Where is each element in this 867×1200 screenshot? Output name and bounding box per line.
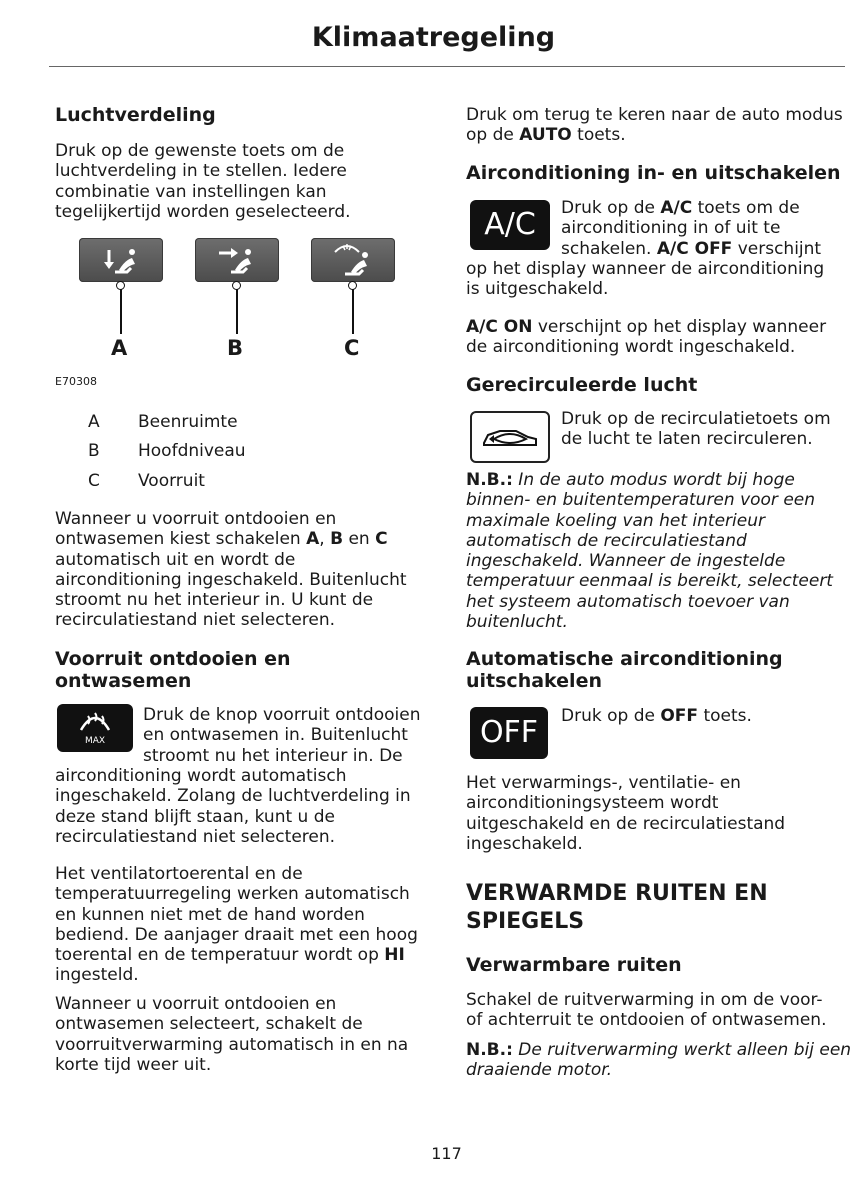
callout-line-b: [236, 286, 238, 334]
paragraph-ruitverwarming: Wanneer u voorruit ontdooien en ontwasemen selecteert, schakelt de voorruitverwarming automatisch in en na korte tijd weer uit.: [55, 994, 409, 1075]
paragraph-ac-on: A/C ON verschijnt op het display wanneer de airconditioning wordt ingeschakeld.: [466, 317, 827, 358]
callout-line-a: [120, 286, 122, 334]
windscreen-airflow-icon: [311, 238, 395, 282]
heading-recirculatie: Gerecirculeerde lucht: [466, 374, 698, 396]
legend-value: Beenruimte: [138, 412, 238, 432]
paragraph-schakel: Schakel de ruitverwarming in om de voor- of achterruit te ontdooien of ontwasemen.: [466, 990, 827, 1031]
callout-dot-c: [348, 281, 357, 290]
recirculation-icon: [470, 411, 550, 463]
paragraph-ac-1: Druk op de A/C toets om de airconditioning in of uit te schakelen. A/C OFF verschijnt: [561, 198, 822, 259]
figure-label-c: C: [344, 336, 360, 360]
paragraph-ventilator: Het ventilatortoerental en de temperatuurregeling werken automatisch en kunnen niet met de hand worden bediend. De aanjager draait met een hoog toerental en de temperatuur wordt op HI ingesteld.: [55, 864, 418, 986]
paragraph-off: Druk op de OFF toets.: [561, 706, 752, 726]
text-line: airconditioning ingeschakeld. Buitenlucht: [55, 569, 407, 590]
ac-icon: A/C: [470, 200, 550, 250]
callout-dot-a: [116, 281, 125, 290]
callout-line-c: [352, 286, 354, 334]
car-recirculation-icon: [472, 413, 548, 461]
windscreen-button: [311, 238, 395, 282]
paragraph-voorruit-1: Druk de knop voorruit ontdooien en ontwasemen in. Buitenlucht stroomt nu het interieur in. De: [143, 705, 421, 766]
header-rule: [49, 66, 845, 67]
paragraph-auto: Druk om terug te keren naar de auto modus op de AUTO toets.: [466, 105, 843, 146]
legend-key: C: [88, 471, 100, 491]
max-label: MAX: [84, 736, 106, 746]
text-line: combinatie van instellingen kan: [55, 181, 327, 202]
figure-label-a: A: [111, 336, 128, 360]
footwell-button: [79, 238, 163, 282]
paragraph-voorruit-2: airconditioning wordt automatisch ingeschakeld. Zolang de luchtverdeling in deze stand blijft staan, kunt u de recirculatiestand niet selecteren.: [55, 766, 411, 847]
figure-code: E70308: [55, 375, 97, 388]
air-distribution-figure: [55, 230, 435, 370]
paragraph-intro: [55, 141, 351, 222]
paragraph-defrost-selection: [55, 509, 407, 631]
legend-value: Hoofdniveau: [138, 441, 246, 461]
text-line: tegelijkertijd worden geselecteerd.: [55, 201, 351, 222]
windscreen-heater-icon: [57, 704, 133, 740]
text-line: Druk op de gewenste toets om de: [55, 141, 345, 161]
legend-key: A: [88, 412, 100, 432]
heading-luchtverdeling: Luchtverdeling: [55, 104, 216, 126]
text-line: stroomt nu het interieur in. U kunt de: [55, 590, 374, 611]
paragraph-ac-2: op het display wanneer de airconditioning is uitgeschakeld.: [466, 259, 825, 300]
section-heading-verwarmde-ruiten: VERWARMDE RUITEN EN SPIEGELS: [466, 881, 768, 934]
page-title: Klimaatregeling: [311, 22, 556, 53]
text-line: automatisch uit en wordt de: [55, 549, 296, 570]
face-airflow-icon: [195, 238, 279, 282]
text-line: ontwasemen kiest schakelen A, B en C: [55, 529, 388, 550]
max-defrost-icon: [57, 704, 133, 752]
footwell-airflow-icon: [79, 238, 163, 282]
face-level-button: [195, 238, 279, 282]
note-engine-running: N.B.: De ruitverwarming werkt alleen bij een draaiende motor.: [466, 1040, 852, 1081]
note-auto-mode: N.B.: In de auto modus wordt bij hoge binnen- en buitentemperaturen voor een maximale koeling van het interieur automatisch de recirculatiestand ingeschakeld. Wanneer de ingestelde temperatuur eenmaal is bereikt, selecteert het systeem automatisch toevoer van buitenlucht.: [466, 470, 833, 633]
page-number: 117: [431, 1144, 462, 1163]
callout-dot-b: [232, 281, 241, 290]
legend-value: Voorruit: [138, 471, 205, 491]
legend-key: B: [88, 441, 100, 461]
figure-label-b: B: [227, 336, 244, 360]
text-line: Wanneer u voorruit ontdooien en: [55, 509, 337, 529]
heading-airconditioning: Airconditioning in- en uitschakelen: [466, 162, 841, 184]
heading-verwarmbare-ruiten: Verwarmbare ruiten: [466, 954, 682, 976]
text-line: luchtverdeling in te stellen. Iedere: [55, 161, 347, 182]
heading-voorruit: Voorruit ontdooien en ontwasemen: [55, 648, 291, 692]
text-line: recirculatiestand niet selecteren.: [55, 610, 336, 631]
paragraph-recirculatie: Druk op de recirculatietoets om de lucht te laten recirculeren.: [561, 409, 831, 450]
heading-auto-ac-off: Automatische airconditioning uitschakelen: [466, 648, 783, 692]
paragraph-system: Het verwarmings-, ventilatie- en airconditioningsysteem wordt uitgeschakeld en de recirculatiestand ingeschakeld.: [466, 773, 786, 854]
off-icon: OFF: [470, 707, 548, 759]
